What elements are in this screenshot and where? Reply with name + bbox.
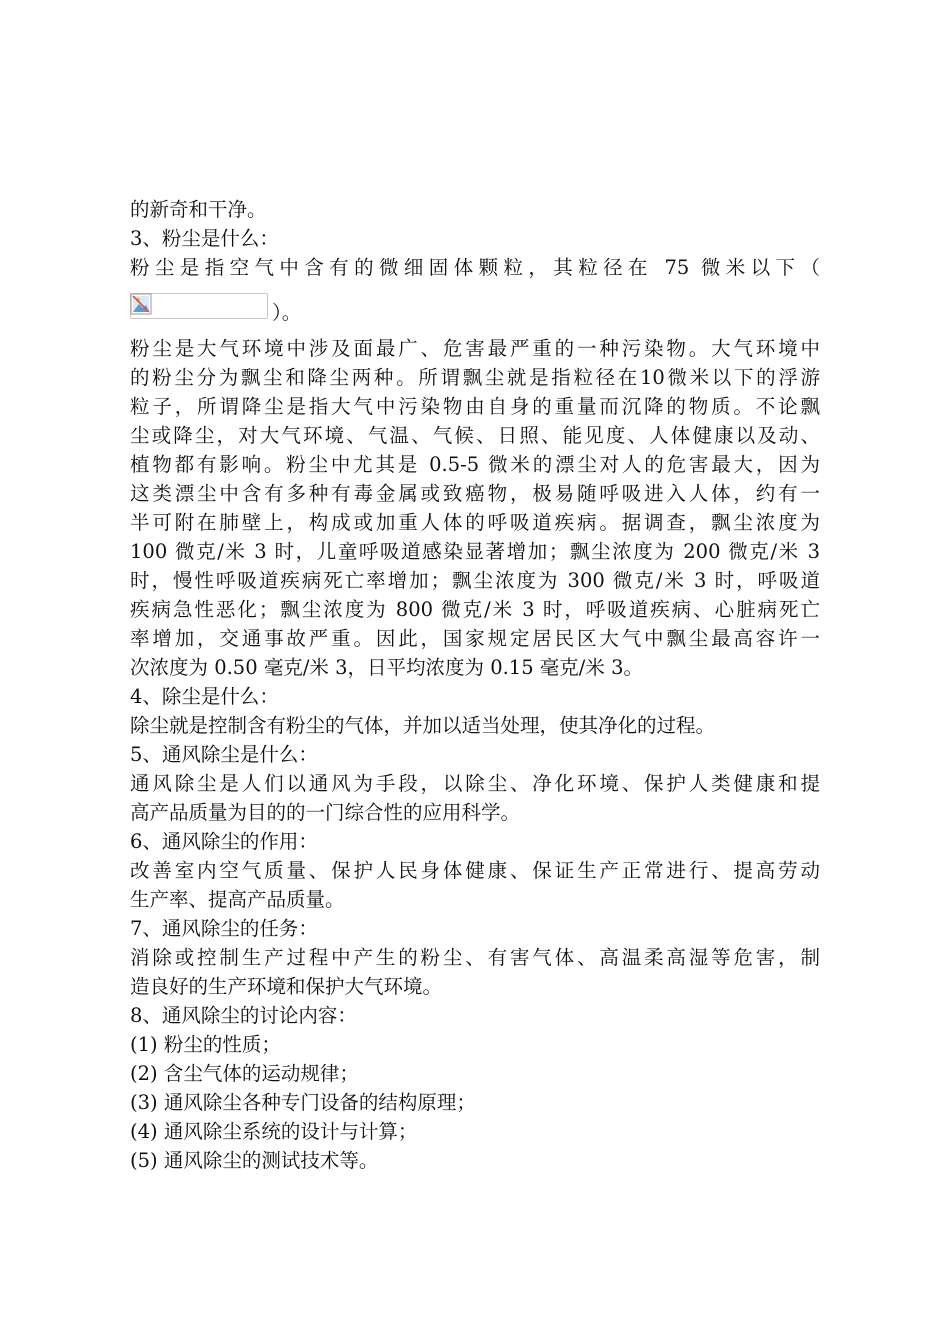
- section-6-body-line: 改善室内空气质量、保护人民身体健康、保证生产正常进行、提高劳动: [130, 859, 820, 882]
- section-3-body-line: 100 微克/米 3 时，儿童呼吸道感染显著增加；飘尘浓度为 200 微克/米 3: [130, 540, 820, 563]
- section-3-body-line: 次浓度为 0.50 毫克/米 3，日平均浓度为 0.15 毫克/米 3。: [130, 656, 643, 679]
- broken-image-icon: [130, 293, 152, 315]
- section-8-list: [130, 1030, 820, 1175]
- section-3-body-line: 植物都有影响。粉尘中尤其是 0.5-5 微米的漂尘对人的危害最大，因为: [130, 453, 820, 476]
- section-3-body-line: 粉尘是大气环境中涉及面最广、危害最严重的一种污染物。大气环境中: [130, 337, 820, 360]
- section-3-heading: 3、粉尘是什么：: [130, 227, 279, 250]
- list-item: (2) 含尘气体的运动规律；: [130, 1062, 359, 1085]
- list-item: (3) 通风除尘各种专门设备的结构原理；: [130, 1091, 476, 1114]
- section-6-body-line: 生产率、提高产品质量。: [130, 888, 345, 911]
- section-3-body-line: 率增加，交通事故严重。因此，国家规定居民区大气中飘尘最高容许一: [130, 627, 820, 650]
- list-item: (5) 通风除尘的测试技术等。: [130, 1149, 379, 1172]
- intro-tail: 的新奇和干净。: [130, 198, 267, 221]
- document-page: [130, 195, 820, 1175]
- section-7-body-line: 消除或控制生产过程中产生的粉尘、有害气体、高温柔高湿等危害，制: [130, 946, 820, 969]
- section-3-body-line: 尘或降尘，对大气环境、气温、气候、日照、能见度、人体健康以及动、: [130, 424, 820, 447]
- section-3-body-line: 半可附在肺壁上，构成或加重人体的呼吸道疾病。据调查，飘尘浓度为: [130, 511, 820, 534]
- section-3-body-line: 时，慢性呼吸道疾病死亡率增加；飘尘浓度为 300 微克/米 3 时，呼吸道: [130, 569, 820, 592]
- image-closing-paren: ）。: [272, 300, 302, 324]
- section-5-heading: 5、通风除尘是什么：: [130, 743, 318, 766]
- section-3-body-line: 这类漂尘中含有多种有毒金属或致癌物，极易随呼吸进入人体，约有一: [130, 482, 820, 505]
- section-8-heading: 8、通风除尘的讨论内容：: [130, 1004, 357, 1027]
- section-4-body-line: 除尘就是控制含有粉尘的气体，并加以适当处理，使其净化的过程。: [130, 714, 716, 737]
- list-item: (1) 粉尘的性质；: [130, 1033, 281, 1056]
- section-3-body: [130, 334, 820, 682]
- section-4-heading: 4、除尘是什么：: [130, 685, 279, 708]
- list-item: (4) 通风除尘系统的设计与计算；: [130, 1120, 418, 1143]
- inline-image-placeholder: [130, 293, 268, 319]
- section-3-definition: 粉尘是指空气中含有的微细固体颗粒，其粒径在 75 微米以下（: [130, 256, 820, 279]
- section-5-body-line: 高产品质量为目的的一门综合性的应用科学。: [130, 801, 521, 824]
- section-6-heading: 6、通风除尘的作用：: [130, 830, 318, 853]
- section-7-heading: 7、通风除尘的任务：: [130, 917, 318, 940]
- section-5-body-line: 通风除尘是人们以通风为手段，以除尘、净化环境、保护人类健康和提: [130, 772, 820, 795]
- section-3-body-line: 的粉尘分为飘尘和降尘两种。所谓飘尘就是指粒径在10微米以下的浮游: [130, 366, 820, 389]
- section-7-body-line: 造良好的生产环境和保护大气环境。: [130, 975, 443, 998]
- section-3-body-line: 粒子，所谓降尘是指大气中污染物由自身的重量而沉降的物质。不论飘: [130, 395, 820, 418]
- section-3-body-line: 疾病急性恶化；飘尘浓度为 800 微克/米 3 时，呼吸道疾病、心脏病死亡: [130, 598, 820, 621]
- inline-image-row: [130, 284, 820, 328]
